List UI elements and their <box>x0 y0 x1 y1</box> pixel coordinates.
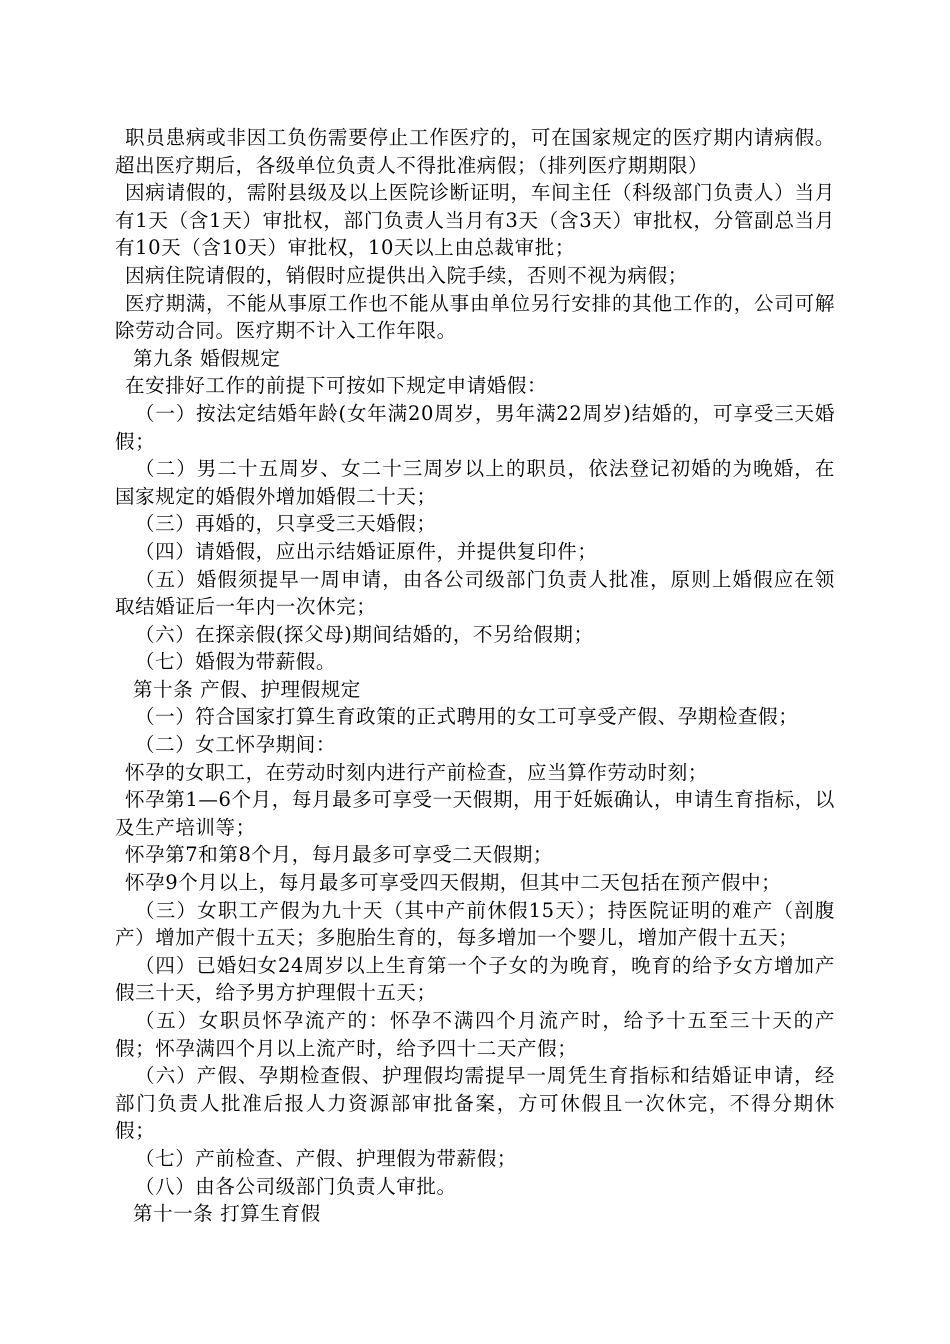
paragraph-sick-leave-intro: 职员患病或非因工负伤需要停止工作医疗的，可在国家规定的医疗期内请病假。超出医疗期后，各级单位负责人不得批准病假；（排列医疗期期限） <box>115 126 835 177</box>
paragraph-hospital-leave: 因病住院请假的，销假时应提供出入院手续，否则不视为病假； <box>125 263 688 287</box>
maternity-item-3: （三）女职工产假为九十天（其中产前休假15天）；持医院证明的难产（剖腹产）增加产假十五天；多胞胎生育的，每多增加一个婴儿，增加产假十五天； <box>115 898 835 950</box>
marriage-item-5: （五）婚假须提早一周申请，由各公司级部门负责人批准，原则上婚假应在领取结婚证后一年内一次休完； <box>115 567 835 619</box>
maternity-item-1: （一）符合国家打算生育政策的正式聘用的女工可享受产假、孕期检查假； <box>135 705 799 729</box>
maternity-item-5: （五）女职员怀孕流产的：怀孕不满四个月流产时，给予十五至三十天的产假；怀孕满四个月以上流产时，给予四十二天产假； <box>115 1009 835 1060</box>
paragraph-medical-period-end: 医疗期满，不能从事原工作也不能从事由单位另行安排的其他工作的，公司可解除劳动合同。医疗期不计入工作年限。 <box>115 291 835 343</box>
article-heading-9: 第九条 婚假规定 <box>133 346 281 370</box>
pregnancy-month-9: 怀孕9个月以上，每月最多可享受四天假期，但其中二天包括在预产假中； <box>125 871 782 895</box>
document-page <box>115 124 835 1228</box>
marriage-item-3: （三）再婚的，只享受三天婚假； <box>135 512 437 536</box>
pregnancy-months-7-8: 怀孕第7和第8个月，每月最多可享受二天假期； <box>125 843 554 867</box>
pregnancy-checkup-note: 怀孕的女职工，在劳动时刻内进行产前检查，应当算作劳动时刻； <box>125 760 708 784</box>
paragraph-sick-leave-approval: 因病请假的，需附县级及以上医院诊断证明，车间主任（科级部门负责人）当月有1天（含1天）审批权，部门负责人当月有3天（含3天）审批权，分管副总当月有10天（含10天）审批权，10天以上由总裁审批； <box>115 181 835 260</box>
maternity-item-6: （六）产假、孕期检查假、护理假均需提早一周凭生育指标和结婚证申请，经部门负责人批准后报人力资源部审批备案，方可休假且一次休完，不得分期休假； <box>115 1064 835 1143</box>
maternity-item-7: （七）产前检查、产假、护理假为带薪假； <box>135 1146 517 1170</box>
maternity-item-2: （二）女工怀孕期间： <box>135 733 337 757</box>
marriage-item-6: （六）在探亲假(探父母)期间结婚的，不另给假期； <box>135 622 594 646</box>
article-heading-11: 第十一条 打算生育假 <box>133 1202 321 1226</box>
pregnancy-months-1-6: 怀孕第1—6个月，每月最多可享受一天假期，用于妊娠确认，申请生育指标，以及生产培训等； <box>115 788 835 839</box>
article-heading-10: 第十条 产假、护理假规定 <box>133 677 361 701</box>
paragraph-marriage-intro: 在安排好工作的前提下可按如下规定申请婚假： <box>125 374 548 398</box>
maternity-item-8: （八）由各公司级部门负责人审批。 <box>135 1174 457 1198</box>
marriage-item-1: （一）按法定结婚年龄(女年满20周岁，男年满22周岁)结婚的，可享受三天婚假； <box>115 401 835 453</box>
marriage-item-2: （二）男二十五周岁、女二十三周岁以上的职员，依法登记初婚的为晚婚，在国家规定的婚假外增加婚假二十天； <box>115 457 835 508</box>
marriage-item-7: （七）婚假为带薪假。 <box>135 650 337 674</box>
marriage-item-4: （四）请婚假，应出示结婚证原件，并提供复印件； <box>135 539 598 563</box>
maternity-item-4: （四）已婚妇女24周岁以上生育第一个子女的为晚育，晚育的给予女方增加产假三十天，给予男方护理假十五天； <box>115 953 835 1005</box>
